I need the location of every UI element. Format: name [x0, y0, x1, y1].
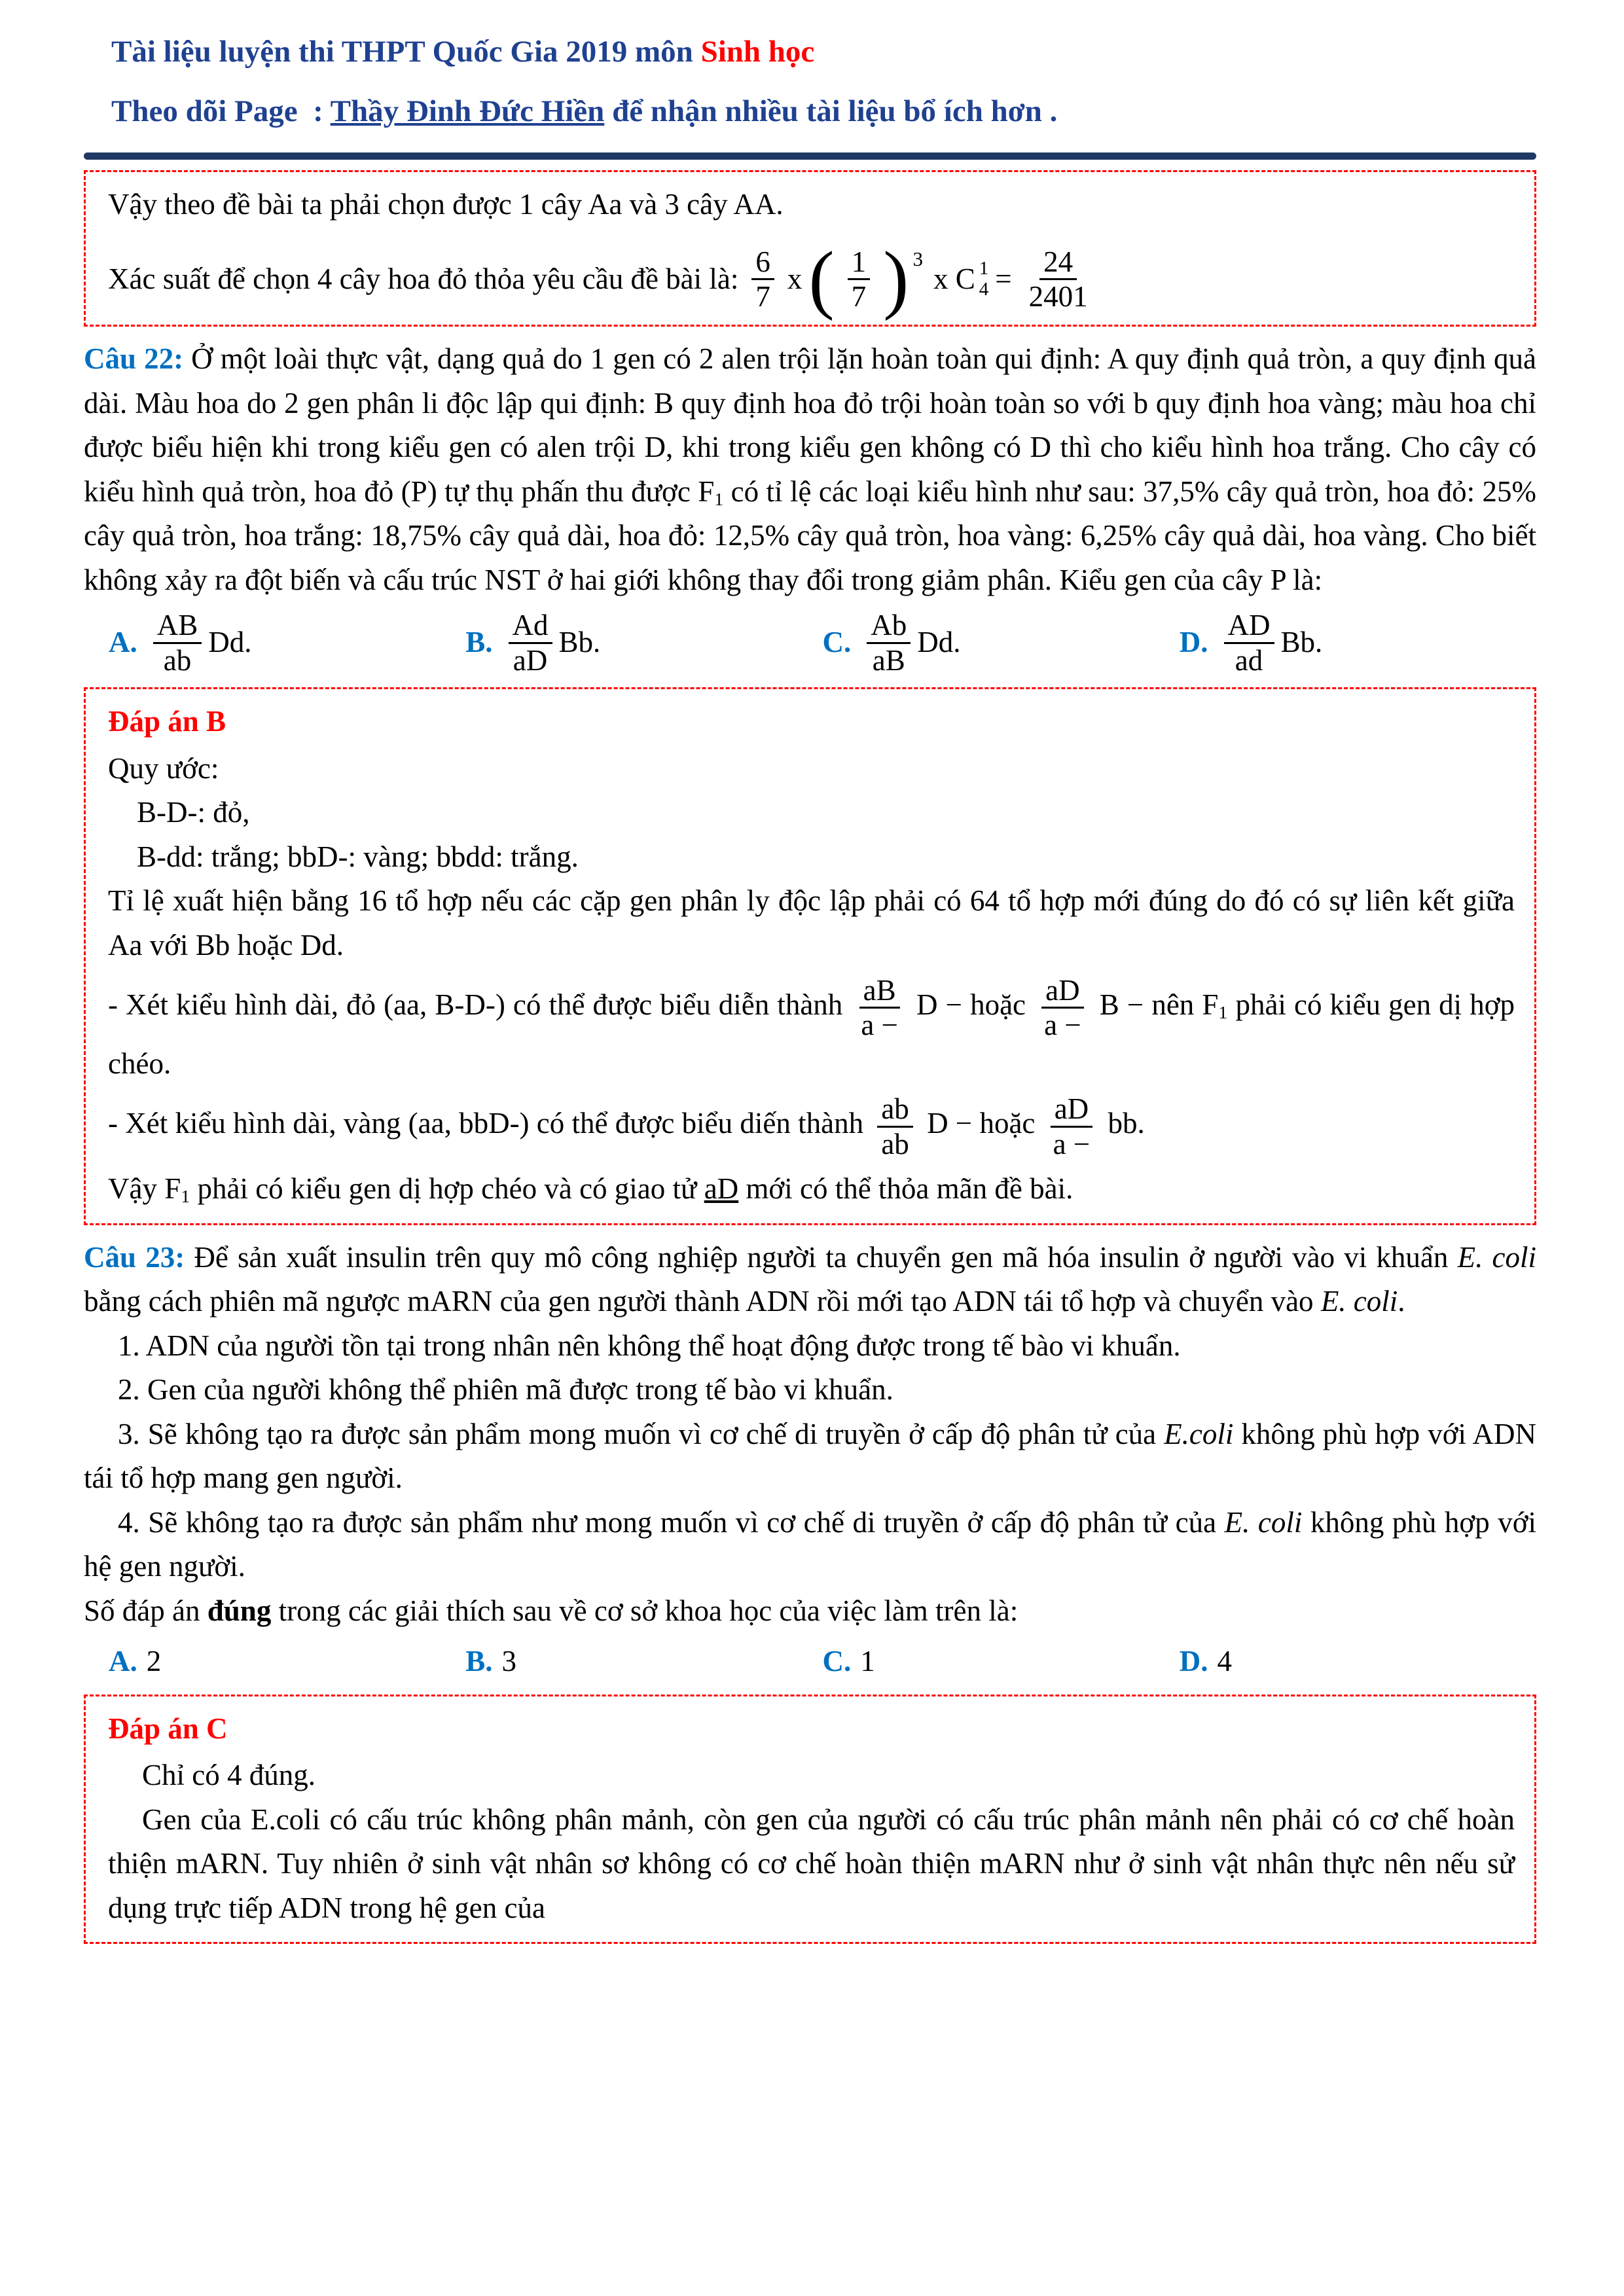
case1-prefix: - Xét kiểu hình dài, đỏ (aa, B-D-) có thể được biểu diễn thành [108, 988, 851, 1022]
fraction-1-7 [848, 245, 871, 314]
option-letter: B. [465, 1645, 493, 1678]
option-tail: Bb. [1280, 626, 1323, 659]
case2-tail: bb. [1100, 1107, 1145, 1140]
genotype-fraction [867, 609, 911, 677]
f1-symbol [698, 475, 723, 508]
q23-option-d[interactable] [1180, 1640, 1536, 1684]
multiply-sign: x [787, 262, 803, 295]
exponent: 3 [912, 247, 923, 270]
option-letter: D. [1179, 1645, 1208, 1678]
item3-part-1: 3. Sẽ không tạo ra được sản phẩm mong muốn vì cơ chế di truyền ở cấp độ phân tử của [118, 1417, 1164, 1450]
q23-item-4 [84, 1501, 1536, 1589]
fraction-denominator: a − [1053, 1127, 1091, 1160]
fraction-numerator: Ad [509, 609, 552, 643]
fraction-numerator: aD [1041, 974, 1083, 1009]
q23-label: Câu 23: [84, 1240, 185, 1274]
follow-label: Theo dõi Page : [111, 94, 331, 128]
item4-part-1: 4. Sẽ không tạo ra được sản phẩm như mong muốn vì cơ chế di truyền ở cấp độ phân tử của [118, 1505, 1225, 1539]
summary-part-1: Số đáp án [84, 1594, 208, 1627]
answer21-box [84, 170, 1536, 327]
document-title [111, 29, 1536, 75]
fraction-denominator: aB [872, 643, 905, 677]
subject-highlight: Sinh học [700, 35, 815, 69]
fraction-numerator: 6 [751, 245, 774, 280]
case2-segment-1: D − hoặc [919, 1107, 1043, 1140]
option-letter: A. [109, 1645, 137, 1678]
option-letter: C. [822, 626, 852, 659]
option-tail: Bb. [558, 626, 601, 659]
option-letter: A. [109, 626, 137, 659]
f1-symbol [1202, 988, 1228, 1024]
fraction-denominator: a − [1044, 1009, 1081, 1042]
q22-options [84, 609, 1536, 677]
gamete-underlined: aD [704, 1172, 739, 1206]
f1-subscript: 1 [1218, 1003, 1228, 1024]
fraction-denominator: 7 [851, 279, 867, 313]
genotype-fraction [1040, 974, 1085, 1042]
item3-part-2: không phù hợp với ADN tái tổ hợp mang gen người. [84, 1417, 1537, 1495]
combination-indices [979, 258, 989, 300]
fraction-numerator: AB [153, 609, 202, 643]
follow-page-line [111, 88, 1536, 135]
fraction-6-7 [751, 245, 774, 314]
item4-part-2: không phù hợp với hệ gen người. [84, 1505, 1537, 1583]
follow-suffix: để nhận nhiều tài liệu bổ ích hơn . [604, 94, 1058, 128]
q22-body-1: Ở một loài thực vật, dạng quả do 1 gen có 2 alen trội lặn hoàn toàn qui định: A quy định quả tròn, a quy định quả dài. Màu hoa do 2 gen phân li độc lập qui định: B quy định hoa đỏ trội hoàn toàn so với b quy định hoa vàng; màu hoa chỉ được biểu hiện khi trong kiểu gen có alen trội D, khi trong kiểu gen không có D thì cho kiểu hình hoa trắng. Cho cây có kiểu hình quả tròn, hoa đỏ (P) tự thụ phấn thu được [84, 342, 1536, 508]
fraction-denominator: aD [513, 643, 548, 677]
fraction-numerator: ab [877, 1092, 912, 1127]
document-title-text: Tài liệu luyện thi THPT Quốc Gia 2019 môn [111, 35, 701, 69]
conclusion-suffix: mới có thể thỏa mãn đề bài. [738, 1172, 1074, 1206]
fraction-numerator: AD [1224, 609, 1274, 643]
option-letter: C. [822, 1645, 852, 1678]
ecoli-italic: E.coli [1164, 1417, 1234, 1450]
fraction-numerator: aB [859, 974, 900, 1009]
f1-subscript: 1 [181, 1187, 190, 1208]
option-value: 3 [501, 1645, 517, 1678]
q23-option-c[interactable] [823, 1640, 1180, 1684]
multiply-combination: x C [933, 262, 975, 295]
f1-subscript: 1 [714, 489, 724, 510]
q23-intro-2: bằng cách phiên mã ngược mARN của gen người thành ADN rồi mới tạo ADN tái tổ hợp và chuyển vào [84, 1285, 1321, 1318]
q22-body-2: có tỉ lệ các loại kiểu hình như sau: 37,5% cây quả tròn, hoa đỏ: 25% cây quả tròn, hoa trắng: 18,75% cây quả dài, hoa đỏ: 12,5% cây quả tròn, hoa vàng: 6,25% cây quả dài, hoa vàng. Cho biết không xảy ra đột biến và cấu trúc NST ở hai giới không thay đổi trong giảm phân. Kiểu gen của cây P là: [84, 475, 1536, 596]
q22-option-d[interactable] [1180, 609, 1536, 677]
header-divider [84, 152, 1536, 160]
answer22-ratio-paragraph: Tỉ lệ xuất hiện bằng 16 tổ hợp nếu các cặp gen phân ly độc lập phải có 64 tổ hợp mới đúng do đó có sự liên kết giữa Aa với Bb hoặc Dd. [108, 884, 1515, 961]
fraction-denominator: ab [881, 1127, 909, 1160]
fraction-numerator: 24 [1039, 245, 1077, 280]
equals-sign: = [995, 262, 1012, 295]
answer22-conclusion [108, 1167, 1515, 1211]
fraction-denominator: 2401 [1028, 279, 1088, 313]
option-tail: Dd. [208, 626, 252, 659]
case1-suffix: phải có kiểu gen dị hợp chéo. [108, 988, 1515, 1080]
answer23-line-1: Chỉ có 4 đúng. [142, 1759, 316, 1792]
answer23-paragraph: Gen của E.coli có cấu trúc không phân mảnh, còn gen của người có cấu trúc phân mảnh nên phải có cơ chế hoàn thiện mARN. Tuy nhiên ở sinh vật nhân sơ không có cơ chế hoàn thiện mARN như ở sinh vật nhân thực nên nếu sử dụng trực tiếp ADN trong hệ gen của [108, 1803, 1515, 1924]
answer22-case-1 [108, 974, 1515, 1086]
q22-label: Câu 22: [84, 342, 184, 376]
teacher-page-link[interactable]: Thầy Đinh Đức Hiền [330, 94, 605, 128]
q23-intro-1: Để sản xuất insulin trên quy mô công nghiệp người ta chuyển gen mã hóa insulin ở người vào vi khuẩn [185, 1240, 1458, 1274]
q23-item-1: 1. ADN của người tồn tại trong nhân nên không thể hoạt động được trong tế bào vi khuẩn. [118, 1329, 1181, 1362]
q22-option-c[interactable] [823, 609, 1180, 677]
question-22 [84, 337, 1536, 677]
q23-item-2: 2. Gen của người không thể phiên mã được trong tế bào vi khuẩn. [118, 1373, 893, 1407]
fraction-numerator: 1 [848, 245, 871, 280]
formula-intro-text: Xác suất để chọn 4 cây hoa đỏ thỏa yêu cầu đề bài là: [108, 262, 739, 295]
answer22-title: Đáp án B [108, 705, 226, 738]
genotype-fraction [857, 974, 902, 1042]
question-23 [84, 1236, 1536, 1684]
page-header [84, 29, 1536, 134]
answer22-rule-1: B-D-: đỏ, [137, 796, 250, 829]
ecoli-italic: E. coli [1320, 1285, 1398, 1318]
answer22-quyuoc: Quy ước: [108, 751, 219, 785]
fraction-numerator: Ab [867, 609, 911, 643]
genotype-fraction [1224, 609, 1274, 677]
genotype-fraction [1049, 1092, 1094, 1160]
summary-part-2: trong các giải thích sau về cơ sở khoa học của việc làm trên là: [271, 1594, 1019, 1627]
conclusion-mid: phải có kiểu gen dị hợp chéo và có giao tử [190, 1172, 704, 1206]
answer23-title: Đáp án C [108, 1712, 228, 1745]
ecoli-italic: E. coli [1457, 1240, 1536, 1274]
summary-emphasis: đúng [207, 1594, 272, 1627]
answer21-conclusion: Vậy theo đề bài ta phải chọn được 1 cây Aa và 3 cây AA. [108, 188, 784, 221]
genotype-fraction [509, 609, 552, 677]
fraction-result [1025, 245, 1092, 314]
answer22-box [84, 687, 1536, 1225]
conclusion-prefix: Vậy [108, 1172, 165, 1206]
q22-text [84, 337, 1536, 602]
q23-option-a[interactable] [109, 1640, 465, 1684]
case1-segment-2: B − nên [1091, 988, 1202, 1022]
combination-subscript: 4 [979, 279, 989, 300]
q23-summary [84, 1589, 1536, 1634]
answer23-box [84, 1695, 1536, 1945]
genotype-fraction [153, 609, 202, 677]
answer22-rule-2: B-dd: trắng; bbD-: vàng; bbdd: trắng. [137, 840, 579, 873]
option-letter: B. [465, 626, 493, 659]
fraction-denominator: ab [163, 643, 192, 677]
q23-option-b[interactable] [465, 1640, 822, 1684]
answer21-formula: Xác suất để chọn 4 cây hoa đỏ thỏa yêu cầu đề bài là: $\frac{6}{7}$ x ( $\frac{1}{7}$ ) 3 x C 1 4 = $\frac{24}{2401}$ [108, 245, 1515, 314]
fraction-denominator: a − [861, 1009, 898, 1042]
ecoli-italic: E. coli [1224, 1505, 1303, 1539]
option-value: 4 [1217, 1645, 1232, 1678]
genotype-fraction [877, 1092, 912, 1160]
f1-base: F [164, 1172, 181, 1206]
option-value: 2 [146, 1645, 162, 1678]
q23-intro-3: . [1398, 1285, 1405, 1318]
case1-segment-1: D − hoặc [908, 988, 1034, 1022]
q22-option-b[interactable] [465, 609, 822, 677]
fraction-numerator: aD [1051, 1092, 1092, 1127]
option-value: 1 [860, 1645, 875, 1678]
f1-base: F [698, 475, 715, 508]
q23-intro [84, 1236, 1536, 1324]
q23-options [84, 1640, 1536, 1684]
case2-prefix: - Xét kiểu hình dài, vàng (aa, bbD-) có thể được biểu diến thành [108, 1107, 871, 1140]
q23-item-3 [84, 1412, 1536, 1501]
option-letter: D. [1179, 626, 1208, 659]
f1-symbol [164, 1172, 190, 1208]
combination-superscript: 1 [979, 257, 989, 279]
q22-option-a[interactable] [109, 609, 465, 677]
option-tail: Dd. [917, 626, 961, 659]
fraction-denominator: 7 [755, 279, 770, 313]
answer22-case-2 [108, 1092, 1515, 1160]
fraction-denominator: ad [1235, 643, 1263, 677]
f1-base: F [1202, 988, 1219, 1022]
